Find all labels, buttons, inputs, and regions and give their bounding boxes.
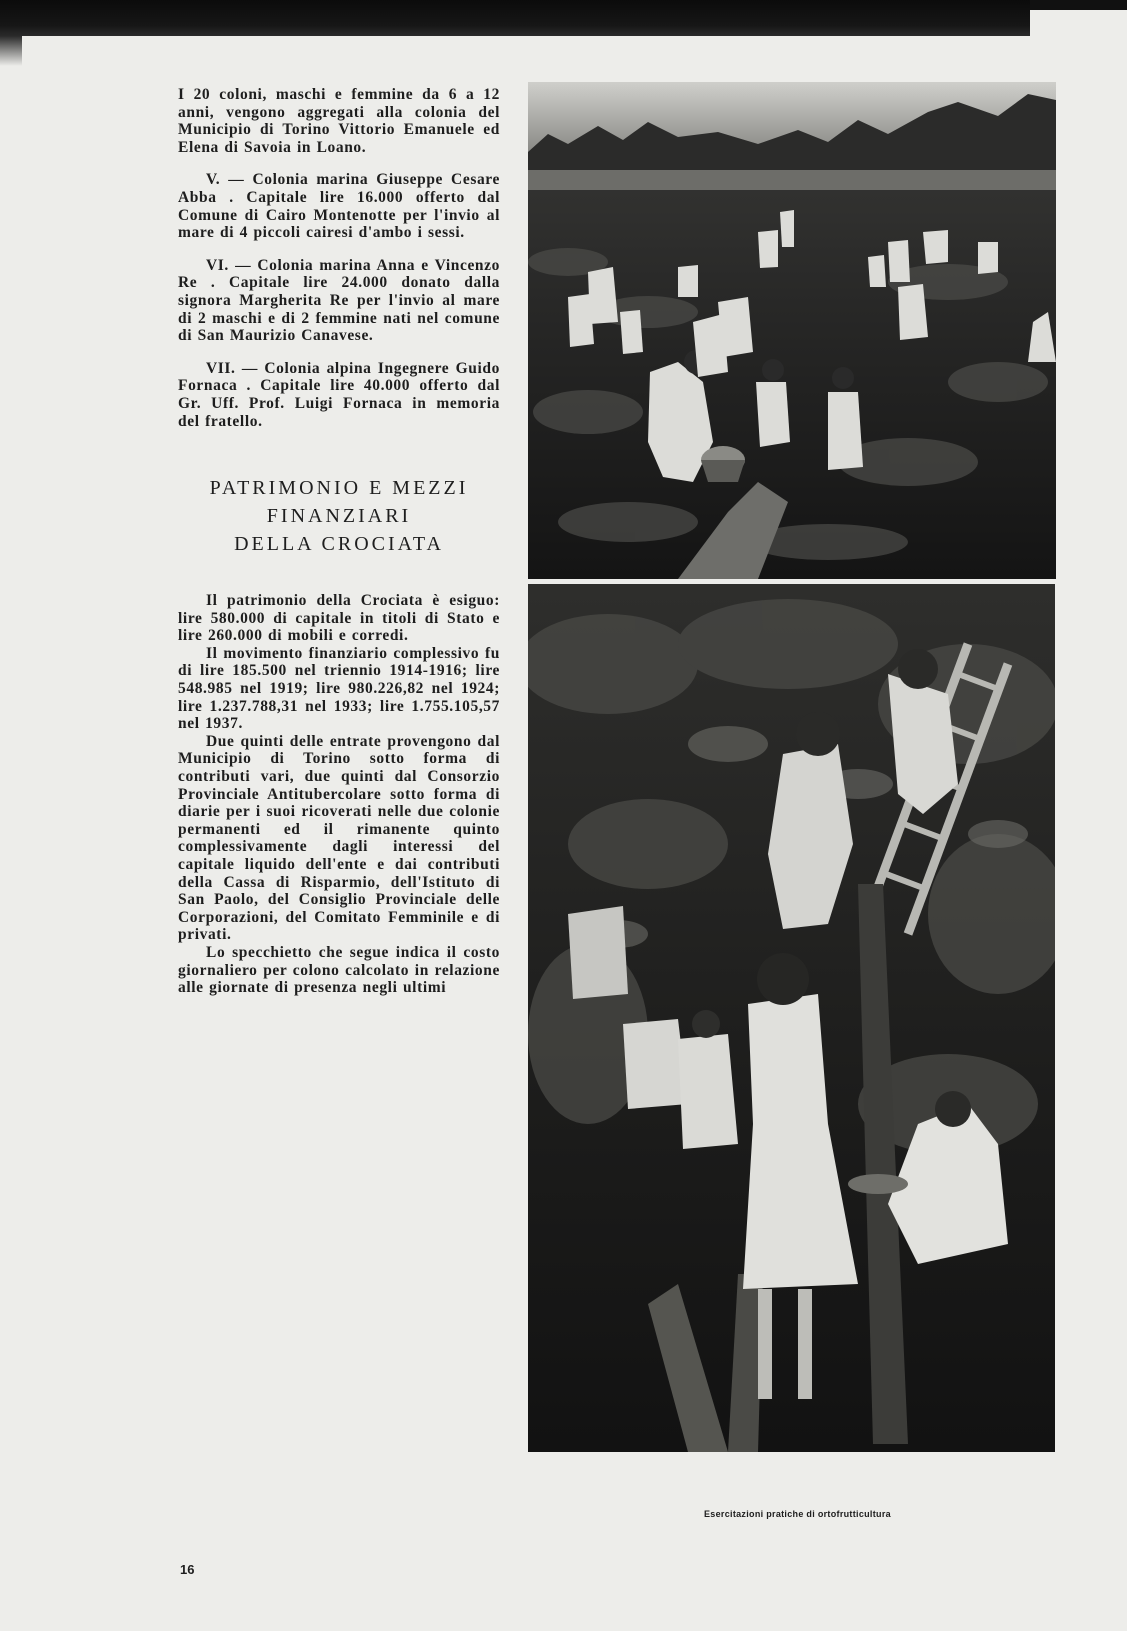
photo-caption: Esercitazioni pratiche di ortofrutticultura xyxy=(704,1509,891,1519)
scan-border-top xyxy=(0,0,1030,36)
heading-line-3: DELLA CROCIATA xyxy=(234,533,444,556)
scan-border-left xyxy=(0,36,22,66)
paragraph-colonia-fornaca: VII. — Colonia alpina Ingegnere Guido Fornaca . Capitale lire 40.000 offerto dal Gr. Uff. Prof. Luigi Fornaca in memoria del fratello. xyxy=(178,359,500,430)
paragraph-colonia-re: VI. — Colonia marina Anna e Vincenzo Re . Capitale lire 24.000 donato dalla signora Margherita Re per l'invio al mare di 2 maschi e di 2 femmine nati nel comune di San Maurizio Canavese. xyxy=(178,256,500,345)
paragraph-colonists: I 20 coloni, maschi e femmine da 6 a 12 anni, vengono aggregati alla colonia del Municipio di Torino Vittorio Emanuele ed Elena di Savoia in Loano. xyxy=(178,86,500,156)
paragraph-daily-cost: Lo specchietto che segue indica il costo giornaliero per colono calcolato in relazione alle giornate di presenza negli ultimi xyxy=(178,943,500,997)
photo-fruit-harvest xyxy=(528,584,1055,1452)
paragraph-financial-movement: Il movimento finanziario complessivo fu di lire 185.500 nel triennio 1914-1916; lire 548.985 nel 1919; lire 980.226,82 nel 1924; lire 1.237.788,31 nel 1933; lire 1.755.105,57 nel 1937. xyxy=(178,644,500,733)
page-number: 16 xyxy=(180,1562,195,1577)
paragraph-revenue-sources: Due quinti delle entrate provengono dal Municipio di Torino sotto forma di contributi vari, due quinti dal Consorzio Provinciale Antitubercolare sotto forma di diarie per i suoi ricoverati nelle due colonie permanenti ed il rimanente quinto complessivamente dagli interessi del capitale liquido dell'ente e dai contributi della Cassa di Risparmio, dell'Istituto di San Paolo, del Consiglio Provinciale delle Corporazioni, del Comitato Femminile e di privati. xyxy=(178,732,500,944)
heading-line-1: PATRIMONIO E MEZZI xyxy=(209,477,469,500)
paragraph-colonia-abba: V. — Colonia marina Giuseppe Cesare Abba . Capitale lire 16.000 offerto dal Comune di Cairo Montenotte per l'invio al mare di 4 piccoli cairesi d'ambo i sessi. xyxy=(178,171,500,242)
text-column xyxy=(178,86,500,997)
paragraph-patrimony: Il patrimonio della Crociata è esiguo: lire 580.000 di capitale in titoli di Stato e lire 260.000 di mobili e corredi. xyxy=(178,592,500,645)
scan-border-top-right xyxy=(1030,0,1127,10)
photo-garden-work xyxy=(528,82,1056,579)
section-heading xyxy=(178,474,500,558)
heading-line-2: FINANZIARI xyxy=(266,505,412,528)
